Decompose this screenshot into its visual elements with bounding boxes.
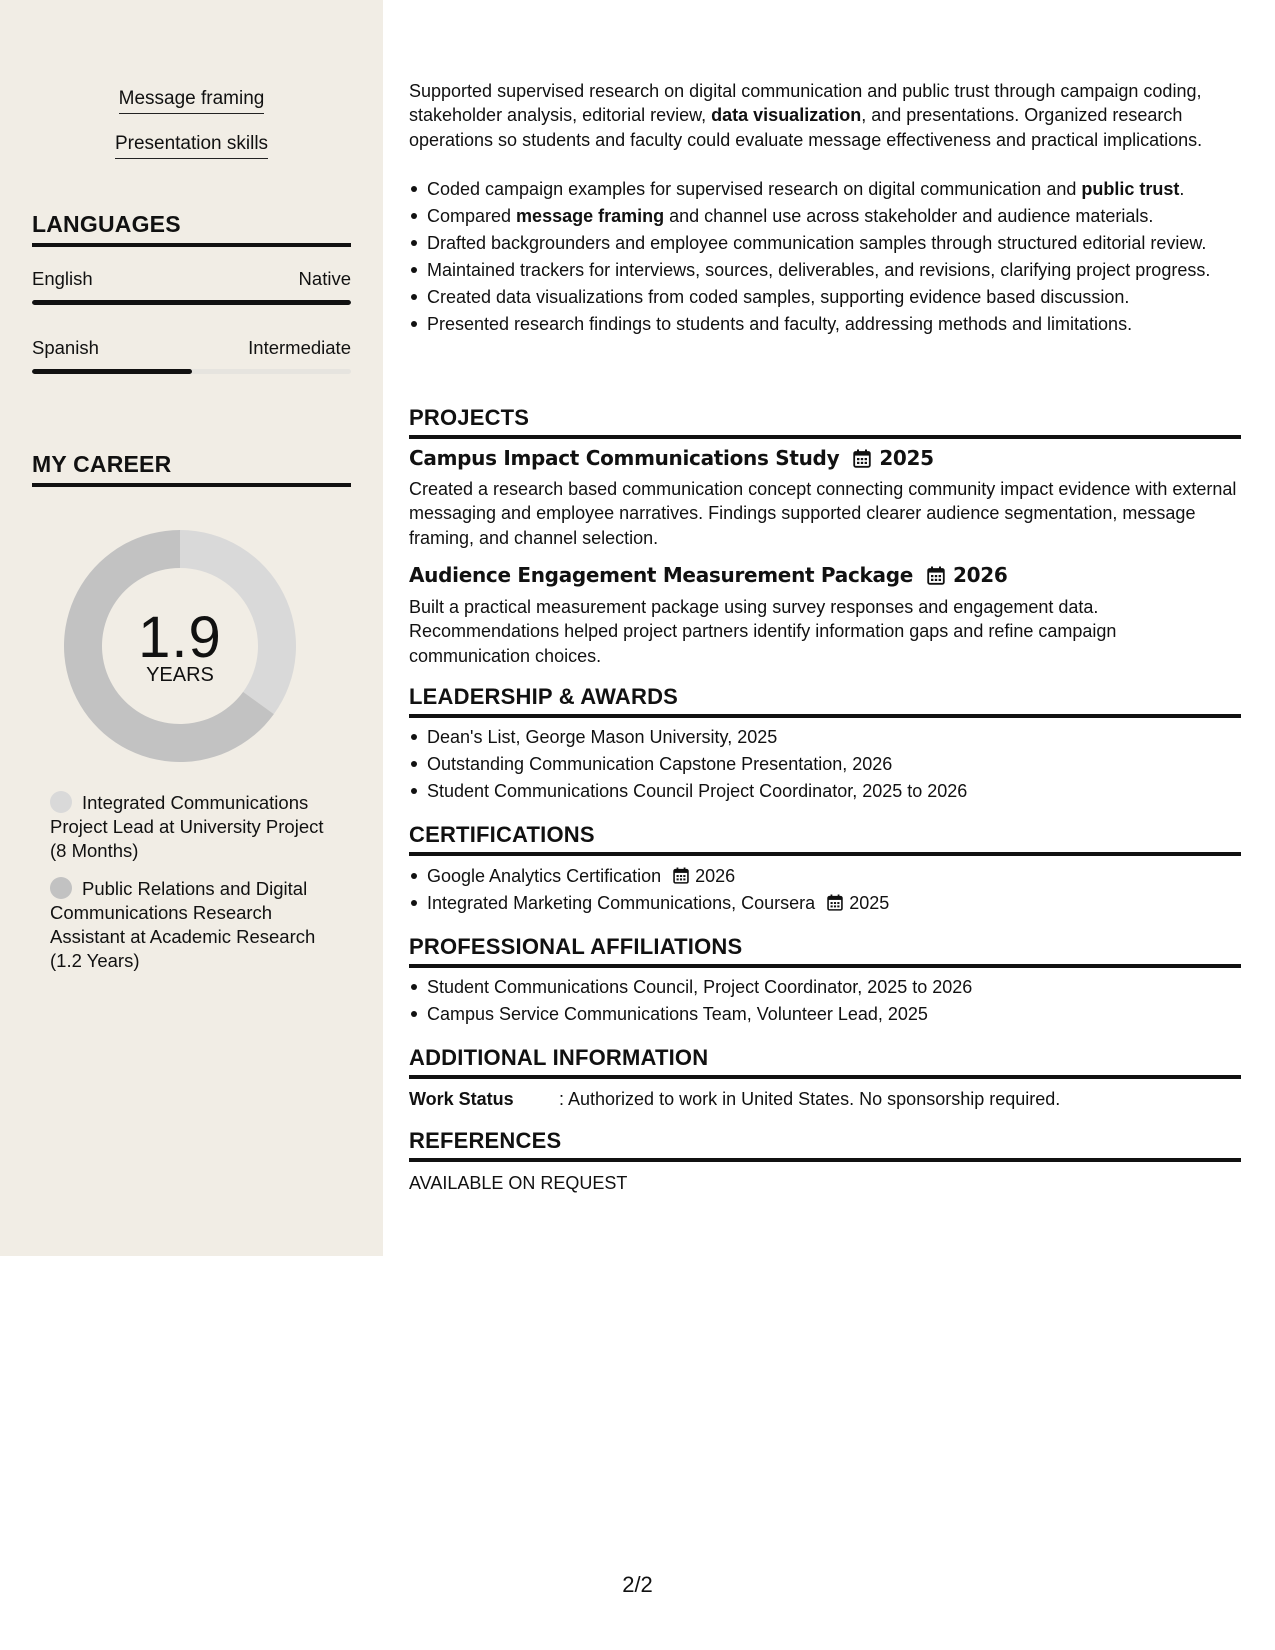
legend-dot-icon — [50, 877, 72, 899]
career-donut-chart — [64, 530, 296, 762]
legend-dot-icon — [50, 791, 72, 813]
certifications-heading: CERTIFICATIONS — [409, 822, 1241, 856]
references-heading: REFERENCES — [409, 1128, 1241, 1162]
affiliations-list — [409, 975, 1241, 1029]
project-description: Created a research based communication concept connecting community impact evidence with external messaging and employee narratives. Findings supported clearer audience segmentation, message framing, and channel selection. — [409, 479, 1237, 548]
certification-year: 2026 — [695, 866, 736, 886]
skill-link-message-framing[interactable]: Message framing — [0, 88, 383, 114]
certification-name: Integrated Marketing Communications, Coursera — [427, 893, 816, 913]
projects-heading: PROJECTS — [409, 405, 1241, 439]
skill-link-presentation-skills[interactable]: Presentation skills — [0, 133, 383, 159]
project-title-row — [409, 446, 934, 470]
certifications-list — [409, 864, 1241, 918]
project-title-row — [409, 563, 1007, 587]
career-legend-item — [50, 877, 340, 973]
project-year: 2025 — [879, 446, 934, 470]
list-item: Student Communications Council Project Coordinator, 2025 to 2026 — [409, 779, 1241, 803]
languages-heading: LANGUAGES — [32, 211, 351, 247]
work-status-label: Work Status — [409, 1089, 514, 1109]
certification-year: 2025 — [849, 893, 890, 913]
list-item: Student Communications Council, Project Coordinator, 2025 to 2026 — [409, 975, 1241, 999]
language-name: English — [32, 268, 93, 289]
list-item: Drafted backgrounders and employee communication samples through structured editorial review. — [409, 231, 1241, 255]
list-item: Campus Service Communications Team, Volunteer Lead, 2025 — [409, 1002, 1241, 1026]
page-number: 2/2 — [622, 1572, 653, 1597]
project-title: Audience Engagement Measurement Package — [409, 563, 913, 587]
additional-info-heading: ADDITIONAL INFORMATION — [409, 1045, 1241, 1079]
career-heading: MY CAREER — [32, 451, 351, 487]
list-item — [409, 864, 1241, 888]
list-item: Outstanding Communication Capstone Presentation, 2026 — [409, 752, 1241, 776]
calendar-icon — [927, 566, 945, 585]
career-years-number: 1.9 — [138, 605, 222, 670]
references-text: AVAILABLE ON REQUEST — [409, 1173, 628, 1193]
list-item: Compared message framing and channel use across stakeholder and audience materials. — [409, 204, 1241, 228]
language-level: Native — [298, 268, 351, 289]
list-item — [409, 891, 1241, 915]
language-bar-english — [32, 300, 351, 305]
calendar-icon — [853, 449, 871, 468]
career-legend-item — [50, 791, 340, 863]
language-level: Intermediate — [248, 337, 351, 358]
experience-bullets — [409, 177, 1241, 339]
language-name: Spanish — [32, 337, 99, 358]
certification-name: Google Analytics Certification — [427, 866, 662, 886]
career-legend-label: Integrated Communications Project Lead at University Project (8 Months) — [50, 792, 324, 861]
list-item: Dean's List, George Mason University, 2025 — [409, 725, 1241, 749]
leadership-heading: LEADERSHIP & AWARDS — [409, 684, 1241, 718]
list-item: Presented research findings to students and faculty, addressing methods and limitations. — [409, 312, 1241, 336]
calendar-icon — [827, 894, 843, 911]
language-bar-fill — [32, 369, 192, 374]
language-row-english — [32, 268, 351, 290]
list-item: Maintained trackers for interviews, sources, deliverables, and revisions, clarifying project progress. — [409, 258, 1241, 282]
career-years-unit: YEARS — [146, 664, 214, 686]
calendar-icon — [673, 867, 689, 884]
language-bar-spanish — [32, 369, 351, 374]
project-title: Campus Impact Communications Study — [409, 446, 840, 470]
project-description: Built a practical measurement package using survey responses and engagement data. Recommendations helped project partners identify information gaps and refine campaign communication choices. — [409, 597, 1117, 666]
experience-summary: Supported supervised research on digital communication and public trust through campaign coding, stakeholder analysis, editorial review, data visualization, and presentations. Organized research operations so students and faculty could evaluate message effectiveness and practical implications. — [409, 81, 1203, 150]
leadership-list — [409, 725, 1241, 806]
career-legend-label: Public Relations and Digital Communications Research Assistant at Academic Research (1.2 Years) — [50, 878, 316, 971]
affiliations-heading: PROFESSIONAL AFFILIATIONS — [409, 934, 1241, 968]
work-status-value: : Authorized to work in United States. No sponsorship required. — [559, 1089, 1061, 1109]
language-bar-fill — [32, 300, 351, 305]
list-item: Coded campaign examples for supervised research on digital communication and public trust. — [409, 177, 1241, 201]
language-row-spanish — [32, 337, 351, 359]
project-year: 2026 — [952, 563, 1008, 587]
list-item: Created data visualizations from coded samples, supporting evidence based discussion. — [409, 285, 1241, 309]
work-status-row — [409, 1089, 1241, 1110]
